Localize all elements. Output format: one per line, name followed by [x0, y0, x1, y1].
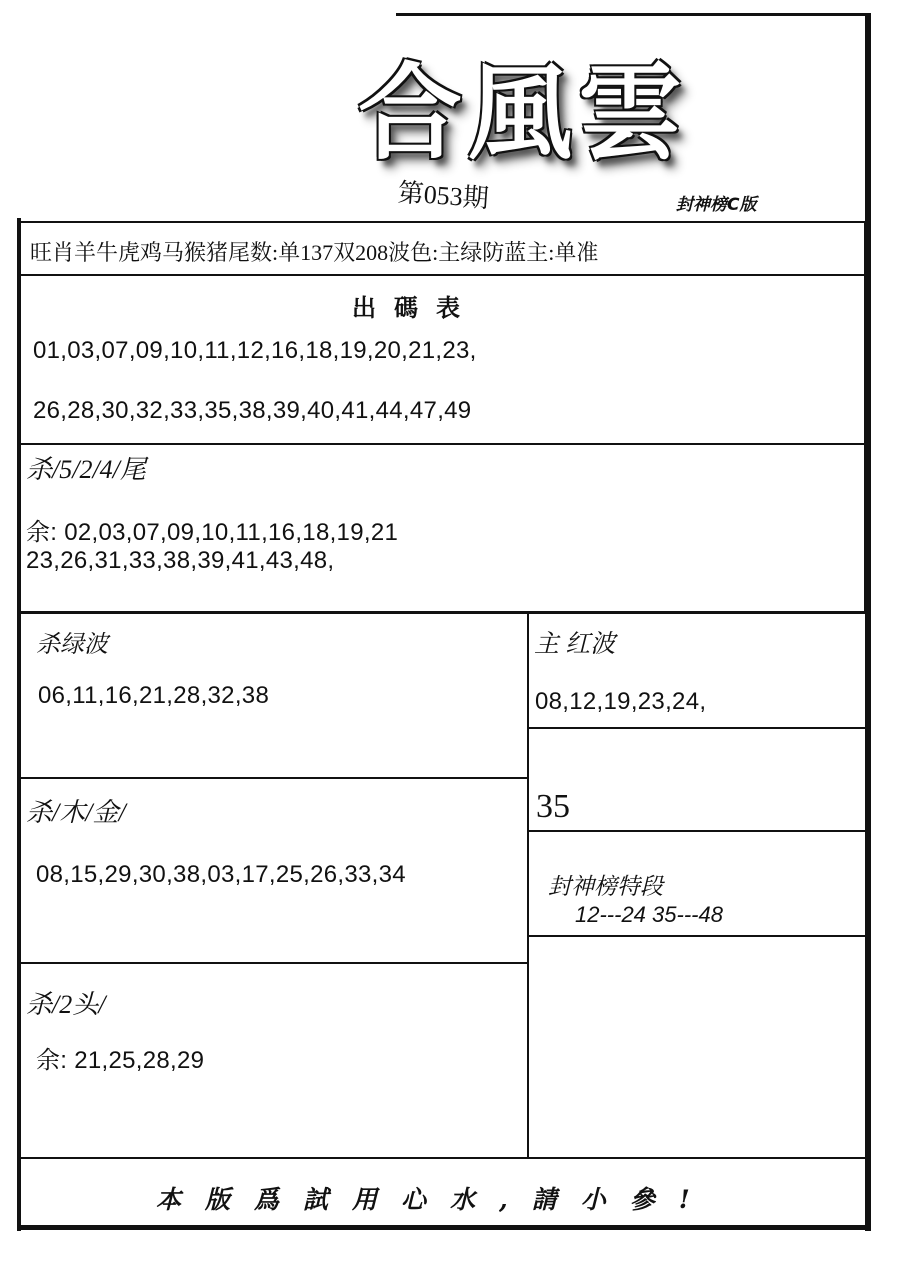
hint-line: 旺肖羊牛虎鸡马猴猪尾数:单137双208波色:主绿防蓝主:单准 [30, 240, 599, 265]
single-number: 35 [536, 788, 570, 825]
inner-right-line [864, 221, 865, 611]
frame-right [865, 13, 871, 1231]
frame-top [396, 13, 870, 16]
main-red-numbers: 08,12,19,23,24, [535, 688, 707, 715]
divider-left-1 [21, 777, 528, 779]
kill-head-label: 杀/2头/ [26, 990, 106, 1019]
kill-elements-label: 杀/木/金/ [26, 798, 126, 827]
footer-note: 本版爲試用心水,請小參! [156, 1185, 714, 1214]
special-section-range: 12---24 35---48 [575, 902, 723, 927]
divider-bottom [17, 1157, 867, 1159]
special-section-label: 封神榜特段 [548, 874, 663, 899]
kill-tail-label: 杀/5/2/4/尾 [26, 455, 146, 484]
divider-vertical [527, 613, 529, 1159]
kill-head-numbers: 余: 21,25,28,29 [36, 1047, 205, 1074]
edition-label: 封神榜C版 [676, 195, 757, 215]
code-table-line-1: 01,03,07,09,10,11,12,16,18,19,20,21,23, [33, 337, 477, 364]
frame-left [17, 218, 21, 1231]
kill-green-numbers: 06,11,16,21,28,32,38 [38, 682, 270, 709]
divider-left-2 [21, 962, 528, 964]
issue-number: 第053期 [396, 178, 490, 214]
frame-bottom [17, 1225, 871, 1230]
page-title: 合風雲 [358, 51, 689, 174]
code-table-title: 出碼表 [352, 293, 478, 322]
divider-right-2 [529, 830, 865, 832]
kill-green-label: 杀绿波 [36, 632, 108, 658]
divider-codes [17, 443, 867, 445]
divider-right-1 [529, 727, 865, 729]
kill-elements-numbers: 08,15,29,30,38,03,17,25,26,33,34 [36, 861, 406, 888]
divider-right-3 [529, 935, 865, 937]
kill-tail-line-1: 余: 02,03,07,09,10,11,16,18,19,21 [26, 519, 399, 546]
code-table-line-2: 26,28,30,32,33,35,38,39,40,41,44,47,49 [33, 397, 472, 424]
divider-tail [17, 611, 867, 614]
divider-hint [17, 274, 867, 276]
main-red-label: 主 红波 [534, 631, 616, 658]
divider-header [17, 221, 867, 223]
kill-tail-line-2: 23,26,31,33,38,39,41,43,48, [26, 547, 335, 574]
